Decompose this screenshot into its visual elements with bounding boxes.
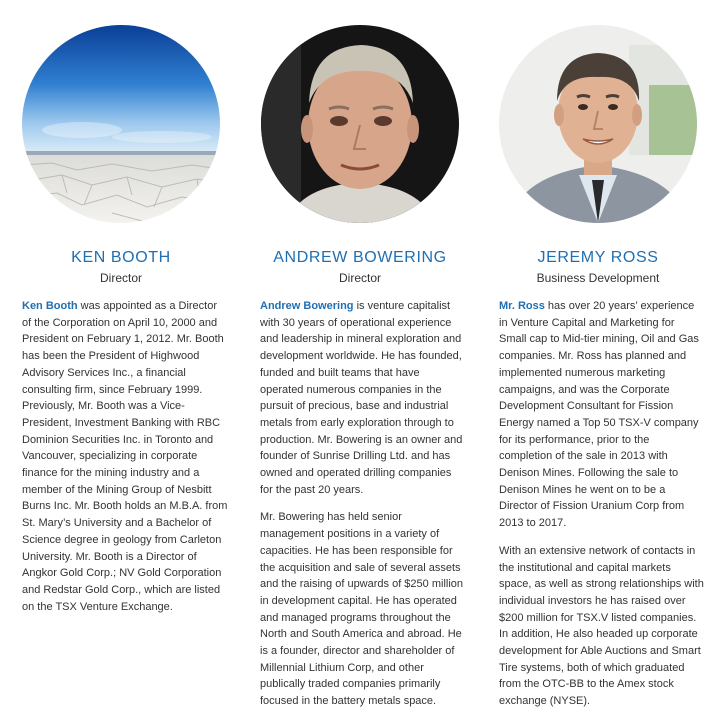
- member-name: JEREMY ROSS: [537, 249, 659, 266]
- member-name: ANDREW BOWERING: [273, 249, 447, 266]
- bio-paragraph: [499, 543, 705, 710]
- bio-lead-name: Ken Booth: [22, 300, 78, 312]
- bio-lead-name: Mr. Ross: [499, 300, 545, 312]
- member-bio: [499, 298, 705, 721]
- member-name: KEN BOOTH: [71, 249, 171, 266]
- member-bio: [22, 298, 228, 626]
- bio-lead-name: Andrew Bowering: [260, 300, 354, 312]
- bio-text: With an extensive network of contacts in the institutional and capital markets space, as well as strong relationships with individual investors he has raised over $200 million for TSX.V listed companies. In addition, He also headed up corporate development for Able Auctions and Smart Tire systems, both of which graduated from the OTC-BB to the Amex stock exchange (NYSE).: [499, 544, 704, 708]
- man-portrait-photo: [261, 25, 459, 223]
- bio-text: was appointed as a Director of the Corporation on April 10, 2000 and President on February 1, 2012. Mr. Booth has been the President of Highwood Advisory Services Inc., a financial consulting firm, since February 1999. Previously, Mr. Booth was a Vice-President, Investment Banking with RBC Dominion Securities Inc. in Toronto and Vancouver, specializing in corporate finance for the mining industry and a member of the Mining Group of Nesbitt Burns Inc. Mr. Booth holds an M.B.A. from St. Mary’s University and a Bachelor of Science degree in geology from Carleton University. Mr. Booth is a Director of Angkor Gold Corp.; NV Gold Corporation and Redstar Gold Corp., which are listed on the TSX Venture Exchange.: [22, 300, 228, 613]
- member-role: Director: [99, 271, 142, 285]
- member-role: Director: [338, 271, 381, 285]
- member-role: Business Development: [536, 271, 660, 285]
- member-bio: [260, 298, 464, 721]
- bio-paragraph: [260, 298, 464, 498]
- bio-text: Mr. Bowering has held senior management positions in a variety of capacities. He has been responsible for the acquisition and sale of several assets and the raising of upwards of $250 million in development capital. He has operated and managed programs throughout the North and South America and abroad. He is a founder, director and shareholder of Millennial Lithium Corp, and other publically traded companies primarily focused in the battery metals space.: [260, 511, 464, 708]
- bio-paragraph: [260, 509, 464, 709]
- bio-text: has over 20 years’ experience in Venture Capital and Marketing for Small cap to Mid-tier mining, Oil and Gas companies. Mr. Ross has planned and implemented numerous marketing campaigns, and was the Corporate Development Consultant for Fission Energy named a Top 50 TSX-V company for its performance, prior to the completion of the sale in 2013 with Denison Mines. Following the sale to Denison Mines he went on to be a Director of Fission Uranium Corp from 2013 to 2017.: [499, 300, 699, 530]
- bio-text: is venture capitalist with 30 years of operational experience and leadership in mineral exploration and development worldwide. He has founded, funded and built teams that have operated numerous companies in the pursuit of precious, base and industrial metals from early exploration through to production. Mr. Bowering is an owner and founder of Sunrise Drilling Ltd. and has owned and operated drilling companies for the past 20 years.: [260, 300, 463, 496]
- man-in-suit-portrait-photo: [499, 25, 697, 223]
- salt-flat-landscape-photo: [22, 25, 220, 223]
- bio-paragraph: [22, 298, 228, 615]
- bio-paragraph: [499, 298, 705, 532]
